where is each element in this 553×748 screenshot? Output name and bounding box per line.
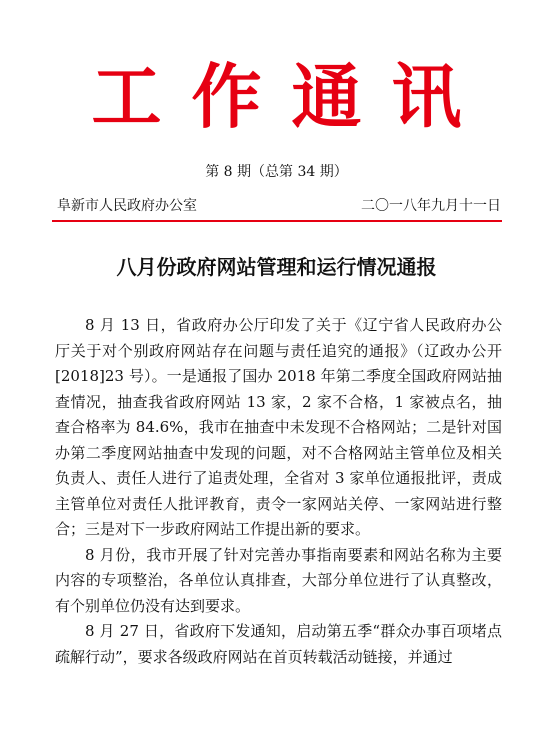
issue-date: 二〇一八年九月十一日 [361, 198, 501, 214]
body-paragraph: 8 月 27 日，省政府下发通知，启动第五季“群众办事百项堵点疏解行动”，要求各级政府网站在首页转载活动链接，并通过 [55, 622, 502, 666]
body-paragraph: 8 月 13 日，省政府办公厅印发了关于《辽宁省人民政府办公厅关于对个别政府网站存在问题与责任追究的通报》（辽政办公开[2018]23 号）。一是通报了国办 2018 年第二季度全国政府网站抽查情况，抽查我省政府网站 13 家，2 家不合格，1 家被点名，抽查合格率为 84.6%，我市在抽查中未发现不合格网站；二是针对国办第二季度网站抽查中发现的问题，对不合格网站主管单位及相关负责人、责任人进行了追责处理，全省对 3 家单位通报批评，责成主管单位对责任人批评教育，责令一家网站关停、一家网站进行整合；三是对下一步政府网站工作提出新的要求。 [55, 316, 502, 538]
masthead-title: 工作通讯 [91, 56, 492, 138]
header-rule [52, 220, 502, 222]
issuing-office: 阜新市人民政府办公室 [57, 198, 197, 214]
document-body [55, 313, 502, 670]
document-title: 八月份政府网站管理和运行情况通报 [116, 255, 437, 279]
body-paragraph: 8 月份，我市开展了针对完善办事指南要素和网站名称为主要内容的专项整治，各单位认真排查，大部分单位进行了认真整改，有个别单位仍没有达到要求。 [55, 545, 502, 615]
issue-number: 第 8 期（总第 34 期） [205, 164, 348, 180]
